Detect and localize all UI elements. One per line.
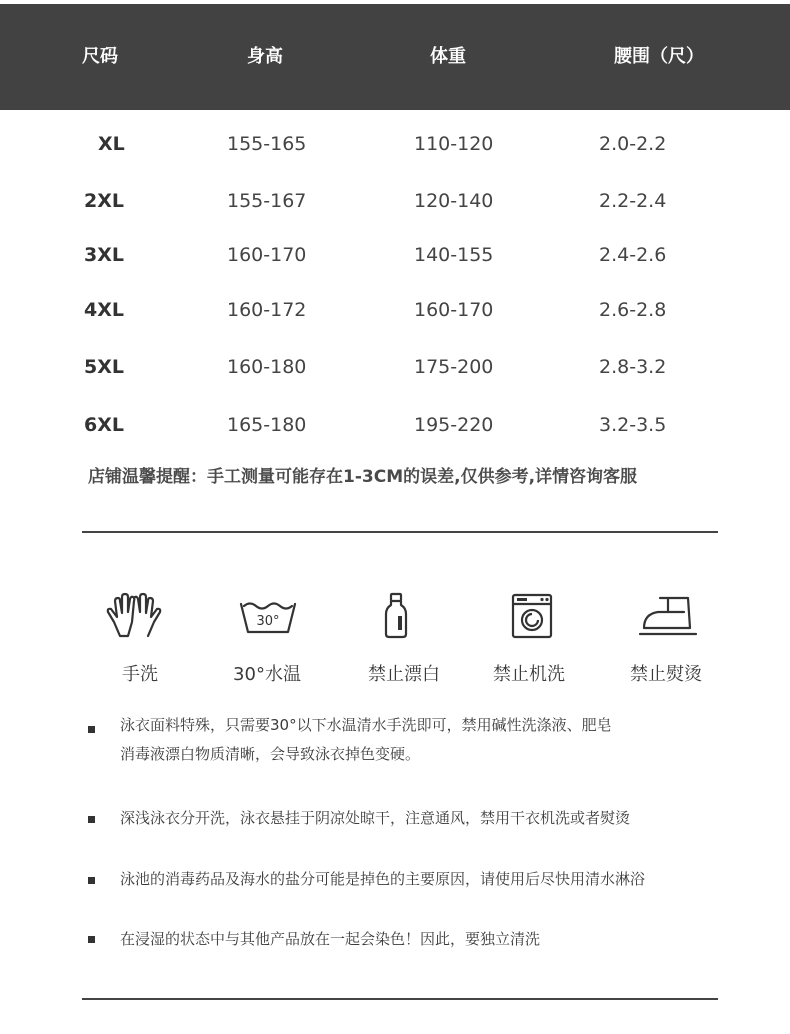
row-size: 3XL (84, 244, 124, 266)
row-waist: 2.8-3.2 (599, 356, 667, 378)
section-divider (82, 531, 718, 533)
header-waist: 腰围（尺） (614, 46, 704, 67)
no-bleach-icon (366, 592, 426, 640)
bullet-icon (88, 816, 95, 823)
row-size: 2XL (84, 190, 124, 212)
section-divider (82, 998, 718, 1000)
row-waist: 3.2-3.5 (599, 414, 667, 436)
row-waist: 2.4-2.6 (599, 244, 667, 266)
care-label-hand-wash: 手洗 (122, 664, 158, 685)
row-size: XL (98, 133, 125, 155)
no-iron-icon (638, 592, 698, 640)
hand-wash-icon (104, 592, 164, 640)
row-height: 160-170 (227, 244, 307, 266)
wash-30-icon (238, 592, 298, 640)
row-size: 4XL (84, 299, 124, 321)
row-height: 160-172 (227, 299, 307, 321)
row-waist: 2.6-2.8 (599, 299, 667, 321)
row-waist: 2.0-2.2 (599, 133, 667, 155)
list-item: 泳池的消毒药品及海水的盐分可能是掉色的主要原因，请使用后尽快用清水淋浴 (120, 870, 646, 888)
header-size: 尺码 (82, 46, 118, 67)
list-item: 深浅泳衣分开洗，泳衣悬挂于阴凉处晾干，注意通风，禁用干衣机洗或者熨烫 (120, 809, 631, 827)
row-weight: 140-155 (414, 244, 494, 266)
bullet-icon (88, 877, 95, 884)
list-item: 在浸湿的状态中与其他产品放在一起会染色！因此，要独立清洗 (120, 930, 541, 948)
no-machine-wash-icon (502, 592, 562, 640)
bullet-icon (88, 726, 95, 733)
list-item-continued: 消毒液漂白物质清晰，会导致泳衣掉色变硬。 (120, 745, 421, 763)
list-item: 泳衣面料特殊，只需要30°以下水温清水手洗即可，禁用碱性洗涤液、肥皂 (120, 716, 612, 734)
row-weight: 120-140 (414, 190, 494, 212)
row-height: 165-180 (227, 414, 307, 436)
care-label-no-bleach: 禁止漂白 (368, 664, 440, 685)
header-weight: 体重 (430, 46, 466, 67)
size-table-header (0, 4, 790, 110)
table-row (0, 181, 790, 221)
table-row (0, 347, 790, 387)
row-weight: 195-220 (414, 414, 494, 436)
care-label-wash-30: 30°水温 (233, 664, 301, 685)
row-weight: 160-170 (414, 299, 494, 321)
row-weight: 175-200 (414, 356, 494, 378)
care-label-no-machine-wash: 禁止机洗 (493, 664, 565, 685)
table-row (0, 405, 790, 445)
header-height: 身高 (247, 46, 283, 67)
row-weight: 110-120 (414, 133, 494, 155)
row-height: 160-180 (227, 356, 307, 378)
table-row (0, 290, 790, 330)
row-size: 5XL (84, 356, 124, 378)
row-waist: 2.2-2.4 (599, 190, 667, 212)
bullet-icon (88, 936, 95, 943)
row-height: 155-167 (227, 190, 307, 212)
measurement-note: 店铺温馨提醒：手工测量可能存在1-3CM的误差,仅供参考,详情咨询客服 (88, 467, 638, 487)
svg-text:30°: 30° (256, 614, 280, 629)
care-label-no-iron: 禁止熨烫 (630, 664, 702, 685)
table-row (0, 235, 790, 275)
table-row (0, 124, 790, 164)
row-height: 155-165 (227, 133, 307, 155)
row-size: 6XL (84, 414, 124, 436)
